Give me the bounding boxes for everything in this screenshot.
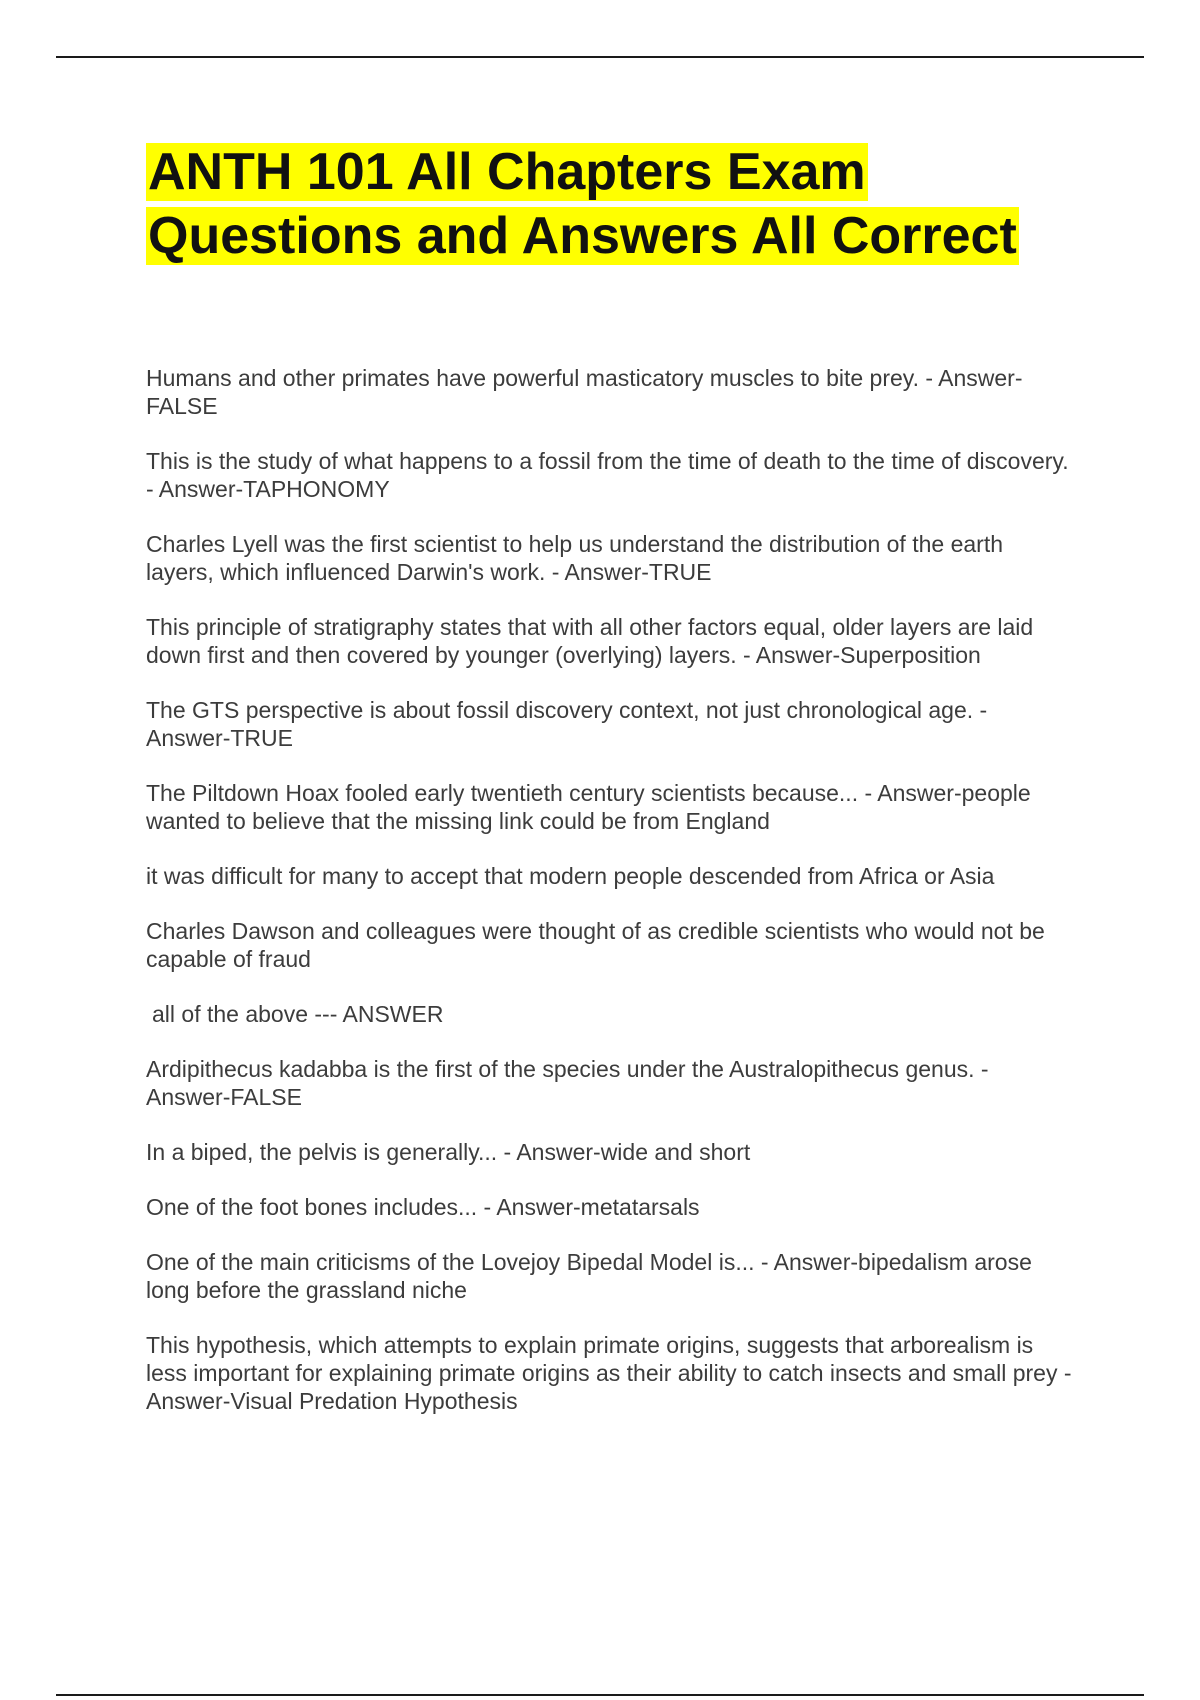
- qa-item: One of the foot bones includes... - Answer-metatarsals: [146, 1194, 700, 1220]
- qa-item: Charles Dawson and colleagues were thought of as credible scientists who would not be capable of fraud: [146, 918, 1045, 972]
- qa-item: it was difficult for many to accept that modern people descended from Africa or Asia: [146, 863, 995, 889]
- qa-item: The Piltdown Hoax fooled early twentieth century scientists because... - Answer-people wanted to believe that the missing link could be from England: [146, 780, 1031, 834]
- qa-item: The GTS perspective is about fossil discovery context, not just chronological age. - Answer-TRUE: [146, 697, 988, 751]
- document-title: [146, 140, 1086, 268]
- top-rule: [56, 56, 1144, 58]
- qa-item: This principle of stratigraphy states that with all other factors equal, older layers are laid down first and then covered by younger (overlying) layers. - Answer-Superposition: [146, 614, 1034, 668]
- qa-item: Ardipithecus kadabba is the first of the species under the Australopithecus genus. - Answer-FALSE: [146, 1056, 989, 1110]
- qa-item: This hypothesis, which attempts to explain primate origins, suggests that arborealism is less important for explaining primate origins as their ability to catch insects and small prey - Answer-Visual Predation Hypothesis: [146, 1332, 1072, 1414]
- question-answer-list: [146, 364, 1076, 1442]
- title-line-1: ANTH 101 All Chapters Exam: [148, 143, 866, 201]
- title-line-2: Questions and Answers All Correct: [148, 207, 1017, 265]
- document-title-block: [146, 140, 1086, 268]
- qa-item: Charles Lyell was the first scientist to help us understand the distribution of the earth layers, which influenced Darwin's work. - Answer-TRUE: [146, 531, 1003, 585]
- qa-item: In a biped, the pelvis is generally... - Answer-wide and short: [146, 1139, 751, 1165]
- qa-item: One of the main criticisms of the Lovejoy Bipedal Model is... - Answer-bipedalism arose long before the grassland niche: [146, 1249, 1032, 1303]
- qa-item: This is the study of what happens to a fossil from the time of death to the time of discovery. - Answer-TAPHONOMY: [146, 448, 1069, 502]
- bottom-rule: [56, 1694, 1144, 1696]
- qa-item: Humans and other primates have powerful masticatory muscles to bite prey. - Answer-FALSE: [146, 365, 1023, 419]
- qa-item: all of the above --- ANSWER: [152, 1001, 444, 1027]
